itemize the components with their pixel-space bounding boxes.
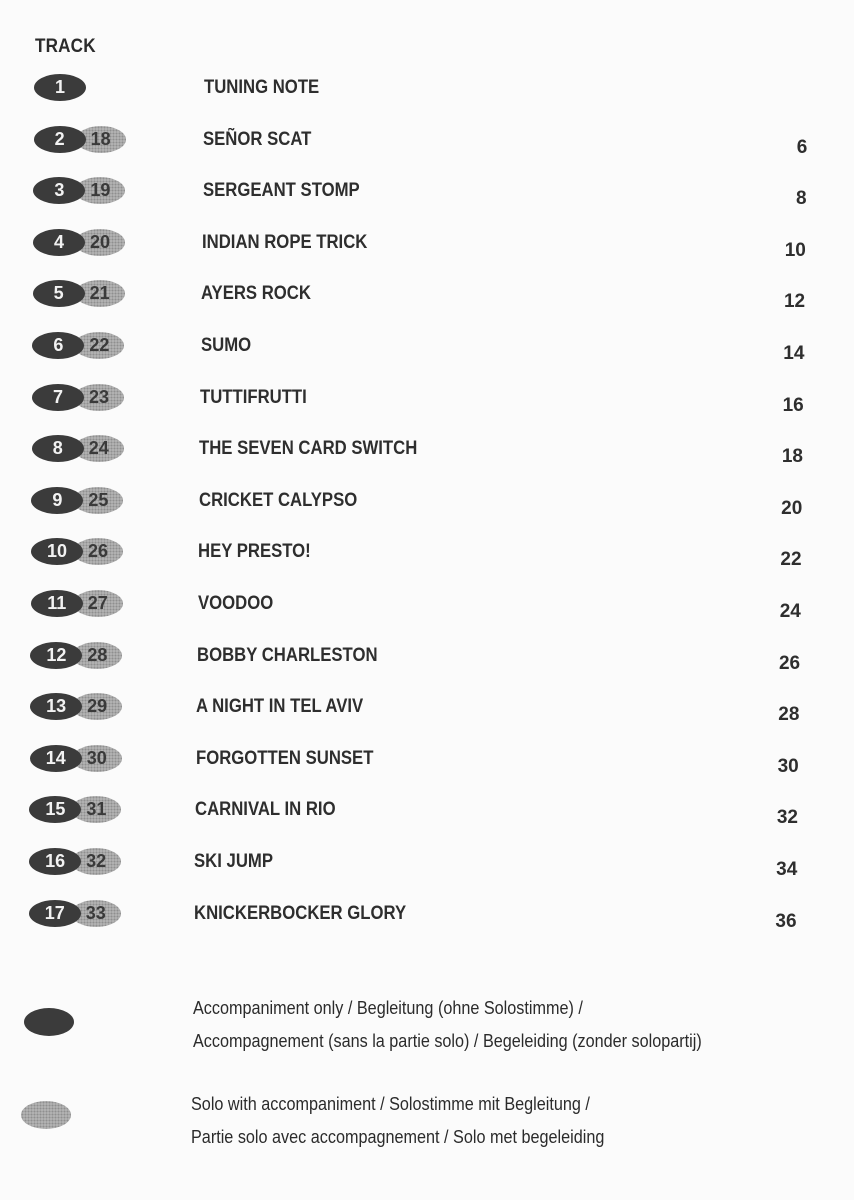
accompaniment-track-number: 12 [30,642,82,669]
track-row [0,642,854,674]
track-title: SKI JUMP [194,851,274,872]
accompaniment-track-number: 5 [33,280,85,307]
accompaniment-track-number: 4 [33,229,85,256]
page-number: 30 [777,755,799,777]
solo-track-number: 25 [73,487,123,514]
track-row [0,280,854,312]
track-title: SUMO [200,335,251,356]
track-row [0,590,854,622]
accompaniment-track-number: 10 [31,538,83,565]
track-title: VOODOO [197,593,273,614]
page-number: 24 [779,601,801,622]
page-number: 26 [778,652,801,674]
solo-track-number: 26 [73,538,123,565]
track-row [0,900,854,932]
solo-legend-line2: Partie solo avec accompagnement / Solo met begeleiding [191,1127,605,1147]
track-title: INDIAN ROPE TRICK [202,231,368,253]
solo-track-number: 24 [74,435,124,462]
accompaniment-track-number: 15 [29,796,81,823]
accompaniment-track-number: 16 [29,848,81,875]
track-row [0,229,854,261]
page-number: 12 [783,291,806,313]
accompaniment-legend-line2: Accompagnement (sans la partie solo) / Begeleiding (zonder solopartij) [193,1031,702,1051]
accompaniment-track-number: 9 [31,487,83,514]
page-number: 16 [782,394,804,416]
accompaniment-only-swatch [24,1008,74,1036]
accompaniment-track-number: 8 [32,435,84,462]
track-row [0,848,854,880]
accompaniment-legend-line1: Accompaniment only / Begleitung (ohne Solostimme) / [193,998,583,1018]
accompaniment-track-number: 2 [34,126,86,153]
solo-legend [191,1088,604,1154]
track-title: SEÑOR SCAT [203,128,312,150]
solo-track-number: 30 [72,745,122,772]
page-number: 8 [795,188,807,210]
page-number: 20 [781,497,803,519]
page-number: 36 [775,910,797,932]
track-title: AYERS ROCK [201,283,312,305]
track-row [0,177,854,209]
track-row [0,74,854,106]
solo-track-number: 29 [72,693,122,720]
track-title: THE SEVEN CARD SWITCH [199,438,418,460]
track-row [0,745,854,777]
track-row [0,538,854,570]
track-title: TUNING NOTE [204,77,320,98]
page-number: 34 [776,859,798,880]
solo-track-number: 20 [75,229,125,256]
accompaniment-track-number: 6 [32,332,84,359]
page-number: 18 [781,446,803,468]
page-number: 28 [778,704,800,726]
accompaniment-track-number: 17 [29,900,81,927]
page-number: 22 [780,549,802,571]
track-title: SERGEANT STOMP [202,180,360,202]
solo-track-number: 31 [71,796,121,823]
accompaniment-legend [193,992,702,1058]
accompaniment-track-number: 11 [31,590,83,617]
solo-track-number: 33 [71,900,121,927]
solo-with-accompaniment-swatch [21,1101,71,1129]
track-title: BOBBY CHARLESTON [196,644,378,666]
solo-track-number: 23 [74,384,124,411]
track-title: HEY PRESTO! [198,541,311,563]
solo-track-number: 21 [75,280,125,307]
track-row [0,435,854,467]
solo-track-number: 32 [71,848,121,875]
accompaniment-track-number: 3 [33,177,85,204]
accompaniment-track-number: 13 [30,693,82,720]
page-number: 32 [776,807,798,829]
track-title: CRICKET CALYPSO [198,489,358,511]
track-title: FORGOTTEN SUNSET [195,747,373,769]
track-row [0,384,854,416]
page-number: 14 [783,343,805,364]
solo-track-number: 27 [73,590,123,617]
track-title: KNICKERBOCKER GLORY [193,902,406,924]
accompaniment-track-number: 7 [32,384,84,411]
accompaniment-track-number: 1 [34,74,86,101]
page-number: 10 [784,239,806,261]
track-row [0,693,854,725]
track-title: CARNIVAL IN RIO [194,799,336,821]
track-header: TRACK [35,36,96,57]
solo-track-number: 18 [76,126,126,153]
page-number: 6 [796,136,808,158]
solo-track-number: 22 [74,332,124,359]
track-title: A NIGHT IN TEL AVIV [196,696,364,718]
solo-legend-line1: Solo with accompaniment / Solostimme mit Begleitung / [191,1094,590,1114]
accompaniment-track-number: 14 [30,745,82,772]
solo-track-number: 28 [72,642,122,669]
solo-track-number: 19 [75,177,125,204]
track-row [0,332,854,364]
track-row [0,126,854,158]
track-row [0,487,854,519]
track-row [0,796,854,828]
track-title: TUTTIFRUTTI [200,386,307,408]
